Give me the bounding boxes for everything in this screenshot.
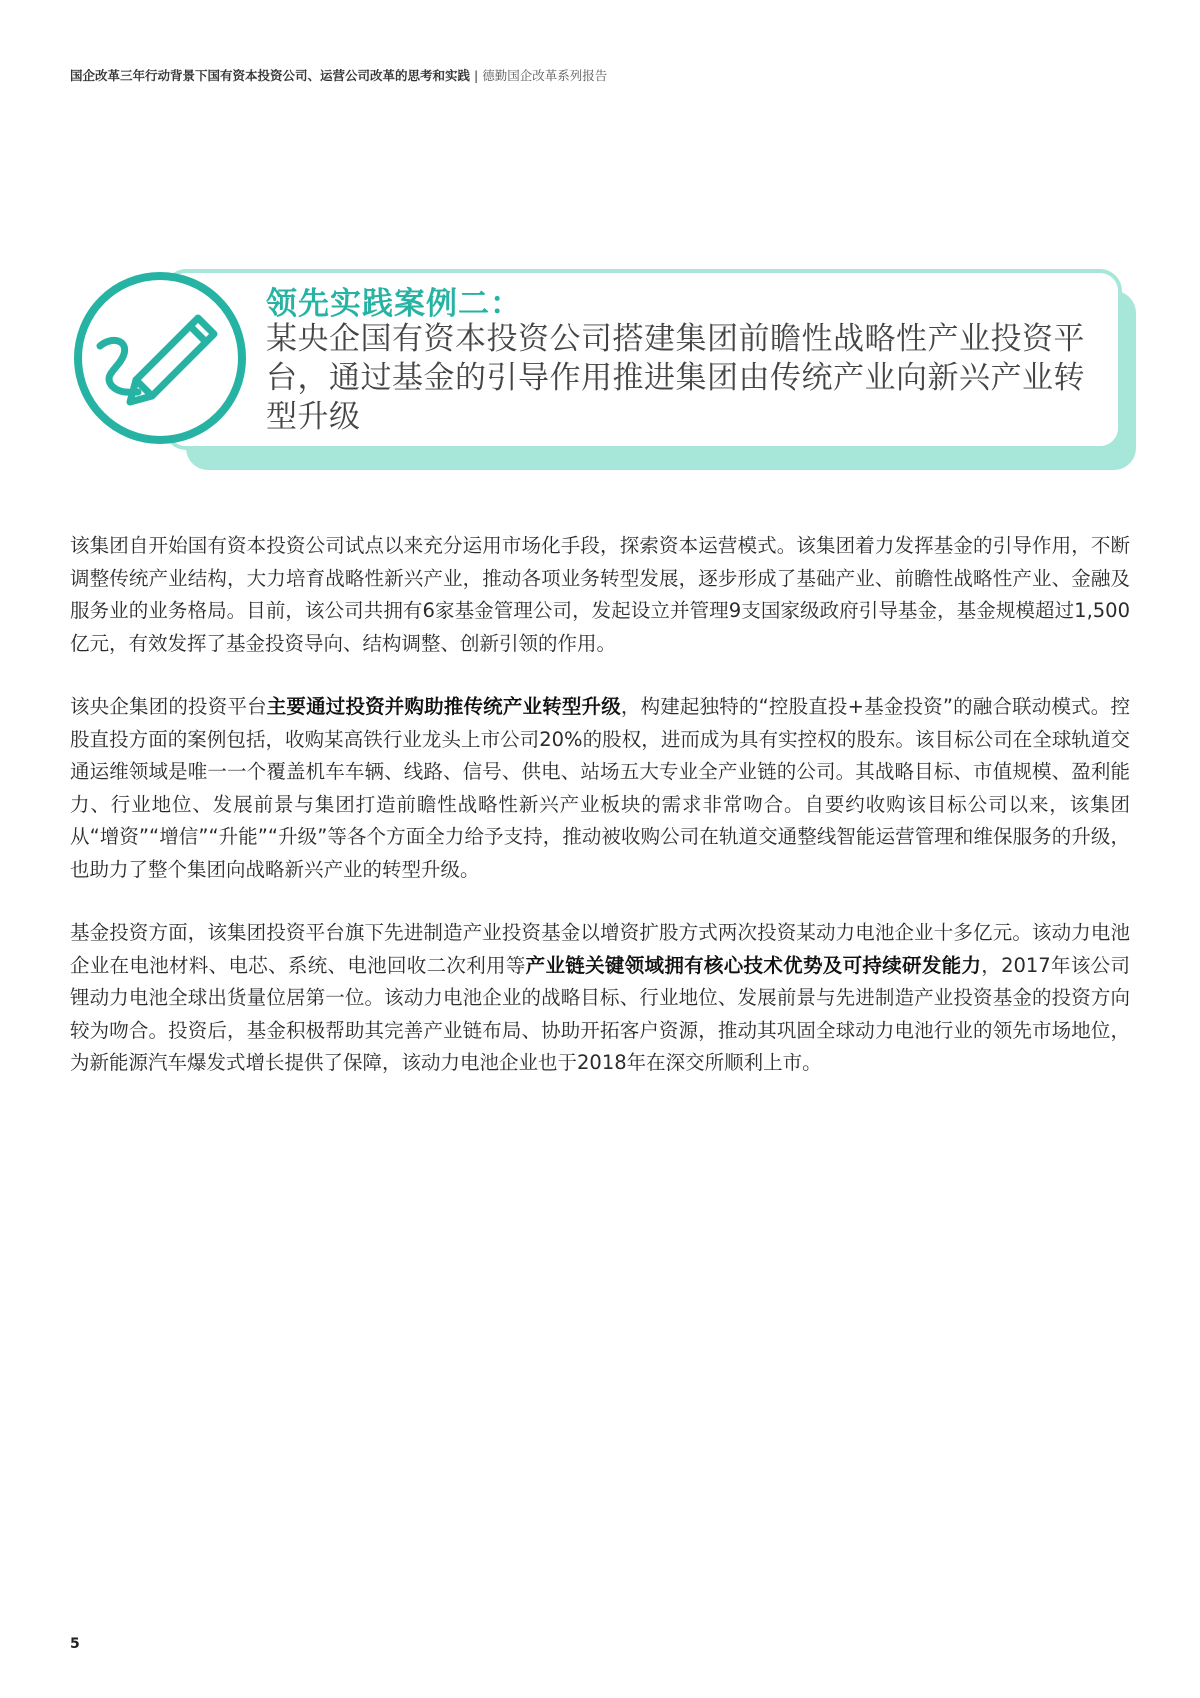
body-text (70, 530, 1130, 1111)
case-label: 领先实践案例二： (266, 286, 522, 322)
page-number: 5 (70, 1636, 80, 1652)
paragraph-2-emphasis: 主要通过投资并购助推传统产业转型升级 (266, 695, 621, 718)
paragraph-2 (70, 691, 1130, 886)
paragraph-2-rest: ，构建起独特的“控股直投+基金投资”的融合联动模式。控股直投方面的案例包括，收购某高铁行业龙头上市公司20%的股权，进而成为具有实控权的股东。该目标公司在全球轨道交通运维领域是唯一一个覆盖机车车辆、线路、信号、供电、站场五大专业全产业链的公司。其战略目标、市值规模、盈利能力、行业地位、发展前景与集团打造前瞻性战略性新兴产业板块的需求非常吻合。自要约收购该目标公司以来，该集团从“增资”“增信”“升能”“升级”等各个方面全力给予支持，推动被收购公司在轨道交通整线智能运营管理和维保服务的升级，也助力了整个集团向战略新兴产业的转型升级。 (70, 695, 1130, 881)
paragraph-2-lead: 该央企集团的投资平台 (70, 695, 267, 718)
pen-signature-icon (72, 270, 248, 446)
report-title: 国企改革三年行动背景下国有资本投资公司、运营公司改革的思考和实践 (70, 68, 471, 83)
report-series: 德勤国企改革系列报告 (482, 68, 608, 83)
running-header (70, 66, 1070, 84)
paragraph-1: 该集团自开始国有资本投资公司试点以来充分运用市场化手段，探索资本运营模式。该集团着力发挥基金的引导作用，不断调整传统产业结构，大力培育战略性新兴产业，推动各项业务转型发展，逐步形成了基础产业、前瞻性战略性产业、金融及服务业的业务格局。目前，该公司共拥有6家基金管理公司，发起设立并管理9支国家级政府引导基金，基金规模超过1,500亿元，有效发挥了基金投资导向、结构调整、创新引领的作用。 (70, 534, 1130, 655)
case-title: 某央企国有资本投资公司搭建集团前瞻性战略性产业投资平台，通过基金的引导作用推进集团由传统产业向新兴产业转型升级 (266, 321, 1085, 435)
paragraph-3-lead: 基金投资方面，该集团投资平台旗下先进制造产业投资基金以增资扩股方式两次投资某动力电池企业十多亿元。该动力电池企业在电池材料、电芯、系统、电池回收二次利用等 (70, 921, 1130, 977)
paragraph-3-rest: ，2017年该公司锂动力电池全球出货量位居第一位。该动力电池企业的战略目标、行业地位、发展前景与先进制造产业投资基金的投资方向较为吻合。投资后，基金积极帮助其完善产业链布局、协助开拓客户资源，推动其巩固全球动力电池行业的领先市场地位，为新能源汽车爆发式增长提供了保障，该动力电池企业也于2018年在深交所顺利上市。 (70, 953, 1130, 1074)
header-separator: | (474, 68, 479, 83)
paragraph-3-emphasis: 产业链关键领域拥有核心技术优势及可持续研发能力 (525, 953, 982, 977)
paragraph-3 (70, 917, 1130, 1080)
